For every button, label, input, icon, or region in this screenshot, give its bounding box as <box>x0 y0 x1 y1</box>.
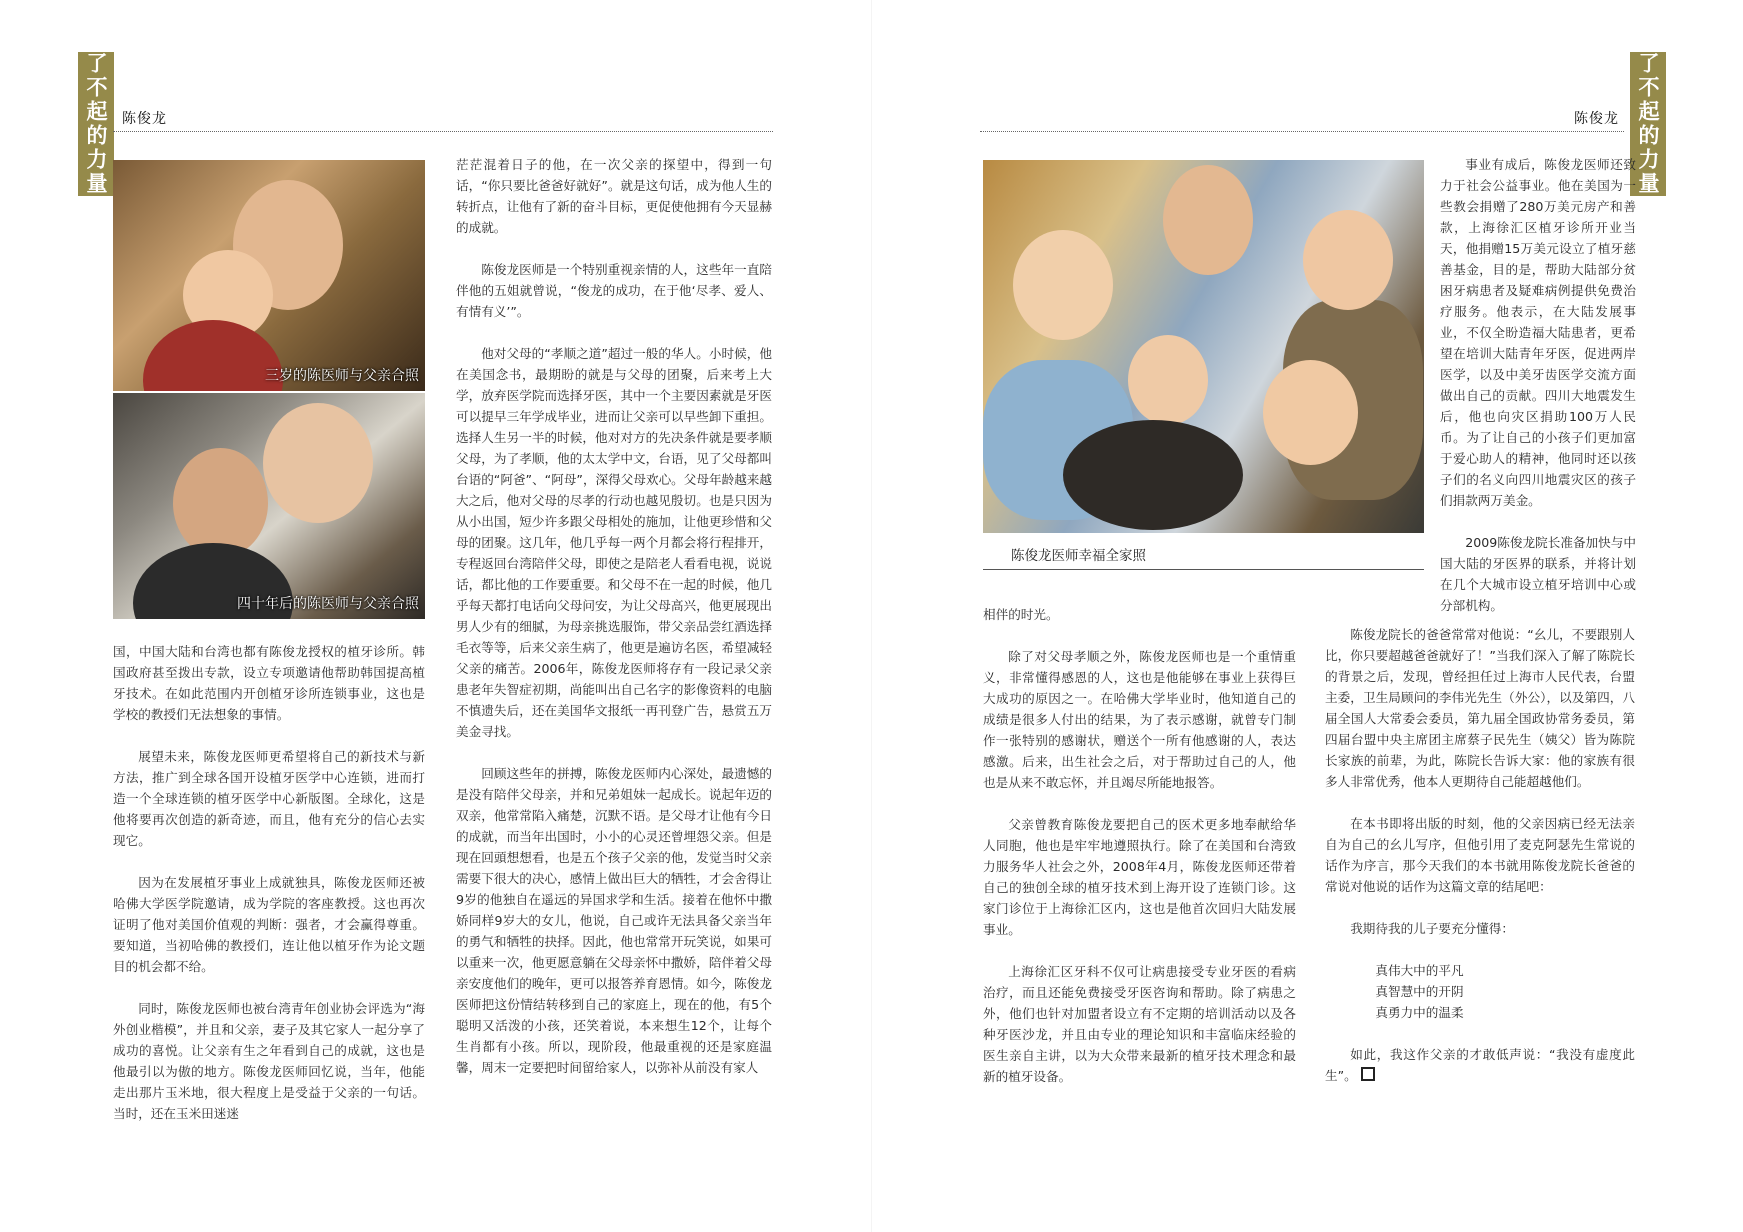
paragraph: 事业有成后，陈俊龙医师还致力于社会公益事业。他在美国为一些教会捐赠了280万美元房产和善款，上海徐汇区植牙诊所开业当天，他捐赠15万美元设立了植牙慈善基金，目的是，帮助大陆部分贫困牙病患者及疑难病例提供免费治疗服务。他表示，在大陆发展事业，不仅全盼造福大陆患者，更希望在培训大陆青年牙医，促进两岸医学，以及中美牙齿医学交流方面做出自己的贡献。四川大地震发生后，他也向灾区捐助100万人民币。为了让自己的小孩子们更加富于爱心助人的精神，他同时还以孩子们的名义向四川地震灾区的孩子们捐款两万美金。 <box>1440 157 1636 508</box>
right-top-col-text <box>1440 154 1636 616</box>
photo1-caption: 三岁的陈医师与父亲合照 <box>265 368 419 384</box>
closing-paragraph <box>1325 1044 1635 1086</box>
paragraph: 展望未来，陈俊龙医师更希望将自己的新技术与新方法，推广到全球各国开设植牙医学中心连锁，进而打造一个全球连锁的植牙医学中心新版图。全球化，这是他将要再次创造的新奇迹，而且，他有充分的信心去实现它。 <box>113 749 425 848</box>
paragraph: 回顾这些年的拼搏，陈俊龙医师内心深处，最遗憾的是没有陪伴父母亲，并和兄弟姐妹一起成长。说起年迈的双亲，他常常陷入痛楚，沉默不语。是父母才让他有今日的成就，而当年出国时，小小的心灵还曾埋怨父亲。但是现在回頭想想看，也是五个孩子父亲的他，发觉当时父亲需要下很大的决心，感情上做出巨大的牺牲，才会舍得让9岁的他独自在遥远的异国求学和生活。接着在他怀中撒娇同样9岁大的女儿，他说，自己或许无法具备父亲当年的勇气和牺牲的抉择。因此，他也常常开玩笑说，如果可以重来一次，他更愿意躺在父母亲怀中撒娇，陪伴着父母亲安度他们的晚年，更可以报答养育恩情。如今，陈俊龙医师把这份情结转移到自己的家庭上，现在的他，有5个聪明又活泼的小孩，还笑着说，本来想生12个，让每个生肖都有小孩。所以，现阶段，他最重视的还是家庭温馨，周末一定要把时间留给家人，以弥补从前没有家人 <box>456 766 772 1075</box>
paragraph: 2009陈俊龙院长准备加快与中国大陆的牙医界的联系，并将计划在几个大城市设立植牙培训中心或分部机构。 <box>1440 535 1636 613</box>
right-side-tab-text: 了不起的力量 <box>1636 52 1661 196</box>
right-header-rule <box>980 131 1624 132</box>
paragraph: 茫茫混着日子的他，在一次父亲的探望中，得到一句话，“你只要比爸爸好就好”。就是这句话，成为他人生的转折点，让他有了新的奋斗目标，更促使他拥有今天显赫的成就。 <box>456 157 772 235</box>
right-header-name: 陈俊龙 <box>1574 111 1619 127</box>
photo3-caption-rule <box>983 569 1424 570</box>
paragraph: 国，中国大陆和台湾也都有陈俊龙授权的植牙诊所。韩国政府甚至拨出专款，设立专项邀请他帮助韩国提高植牙技术。在如此范围内开创植牙诊所连锁事业，这也是学校的教授们无法想象的事情。 <box>113 644 425 722</box>
paragraph: 在本书即将出版的时刻，他的父亲因病已经无法亲自为自己的幺儿写序，但他引用了麦克阿瑟先生常说的话作为序言，那今天我们的本书就用陈俊龙院长爸爸的常说对他说的话作为这篇文章的结尾吧： <box>1325 816 1635 894</box>
end-mark-icon <box>1361 1067 1375 1081</box>
left-side-tab-text: 了不起的力量 <box>84 52 109 196</box>
paragraph: 除了对父母孝顺之外，陈俊龙医师也是一个重情重义，非常懂得感恩的人，这也是他能够在事业上获得巨大成功的原因之一。在哈佛大学毕业时，他知道自己的成绩是很多人付出的结果，为了表示感谢，就曾专门制作一张特别的感谢状，赠送个一所有他感谢的人，表达感激。后来，出生社会之后，对于帮助过自己的人，他也是从来不敢忘怀，并且竭尽所能地报答。 <box>983 649 1296 790</box>
left-side-tab <box>78 52 114 196</box>
photo3-caption: 陈俊龙医师幸福全家照 <box>1011 548 1146 564</box>
paragraph: 我期待我的儿子要充分懂得： <box>1350 921 1514 936</box>
left-header-name: 陈俊龙 <box>122 111 167 127</box>
paragraph: 因为在发展植牙事业上成就独具，陈俊龙医师还被哈佛大学医学院邀请，成为学院的客座教授。这也再次证明了他对美国价值观的判断：强者，才会赢得尊重。要知道，当初哈佛的教授们，连让他以植牙作为论文题目的机会都不给。 <box>113 875 425 974</box>
paragraph: 陈俊龙院长的爸爸常常对他说：“幺儿，不要跟别人比，你只要超越爸爸就好了！”当我们深入了解了陈院长的背景之后，发现，曾经担任过上海市人民代表，台盟主委，卫生局顾问的李伟光先生（外公），以及第四，八届全国人大常委会委员，第九届全国政协常务委员，第四届台盟中央主席团主席蔡子民先生（姨父）皆为陈院长家族的前辈，为此，陈院长告诉大家：他的家族有很多人非常优秀，他本人更期待自己能超越他们。 <box>1325 627 1635 789</box>
left-col2-text <box>456 154 772 1078</box>
left-header-rule <box>113 131 773 132</box>
poem-line: 真伟大中的平凡 <box>1375 963 1464 978</box>
right-bottom-right-col-text <box>1325 624 1635 1086</box>
poem-line: 真勇力中的温柔 <box>1375 1005 1464 1020</box>
closing-text: 如此，我这作父亲的才敢低声说：“我没有虚度此生”。 <box>1325 1047 1635 1083</box>
photo-father-son-young <box>113 160 425 391</box>
poem-line: 真智慧中的开阴 <box>1375 984 1464 999</box>
paragraph: 陈俊龙医师是一个特别重视亲情的人，这些年一直陪伴他的五姐就曾说，“俊龙的成功，在于他‘尽孝、爱人、有情有义’”。 <box>456 262 772 319</box>
left-page <box>0 0 871 1232</box>
photo-father-son-adult <box>113 393 425 619</box>
paragraph: 相伴的时光。 <box>983 607 1059 622</box>
paragraph: 上海徐汇区牙科不仅可让病患接受专业牙医的看病治疗，而且还能免费接受牙医咨询和帮助。除了病患之外，他们也针对加盟者设立有不定期的培训活动以及各种牙医沙龙，并且由专业的理论知识和丰富临床经验的医生亲自主讲，以为大众带来最新的植牙技术理念和最新的植牙设备。 <box>983 964 1296 1084</box>
paragraph: 同时，陈俊龙医师也被台湾青年创业协会评选为“海外创业楷模”，并且和父亲，妻子及其它家人一起分享了成功的喜悦。让父亲有生之年看到自己的成就，这也是他最引以为傲的地方。陈俊龙医师回忆说，当年，他能走出那片玉米地，很大程度上是受益于父亲的一句话。当时，还在玉米田迷迷 <box>113 1001 425 1121</box>
paragraph: 他对父母的“孝顺之道”超过一般的华人。小时候，他在美国念书，最期盼的就是与父母的团聚，后来考上大学，放弃医学院而选择牙医，其中一个主要因素就是牙医可以提早三年学成毕业，进而让父亲可以早些卸下重担。选择人生另一半的时候，他对对方的先决条件就是要孝顺父母，为了孝顺，他的太太学中文，台语，见了父母都叫台语的“阿爸”、“阿母”，深得父母欢心。父母年龄越来越大之后，他对父母的尽孝的行动也越见殷切。也是只因为从小出国，短少许多跟父母相处的施加，让他更珍惜和父母的团聚。这几年，他几乎每一两个月都会将行程排开，专程返回台湾陪伴父母，即使之是陪老人看看电视，说说话，都比他的工作要重要。和父母不在一起的时候，他几乎每天都打电话向父母问安，为让父母高兴，他更展现出男人少有的细腻，为母亲挑选服饰，带父亲品尝红酒选择毛衣等等，后来父亲生病了，他更是遍访名医，希望减轻父亲的痛苦。2006年，陈俊龙医师将存有一段记录父亲患老年失智症初期，尚能叫出自己名字的影像资料的电脑不慎遗失后，还在美国华文报纸一再刊登广告，悬赏五万美金寻找。 <box>456 346 772 739</box>
photo-family <box>983 160 1424 533</box>
photo2-caption: 四十年后的陈医师与父亲合照 <box>237 596 419 612</box>
right-bottom-left-col-text <box>983 604 1296 1087</box>
left-col1-text <box>113 641 425 1124</box>
paragraph: 父亲曾教育陈俊龙要把自己的医术更多地奉献给华人同胞，他也是牢牢地遵照执行。除了在美国和台湾致力服务华人社会之外，2008年4月，陈俊龙医师还带着自己的独创全球的植牙技术到上海开设了连锁门诊。这家门诊位于上海徐汇区内，这也是他首次回归大陆发展事业。 <box>983 817 1296 937</box>
